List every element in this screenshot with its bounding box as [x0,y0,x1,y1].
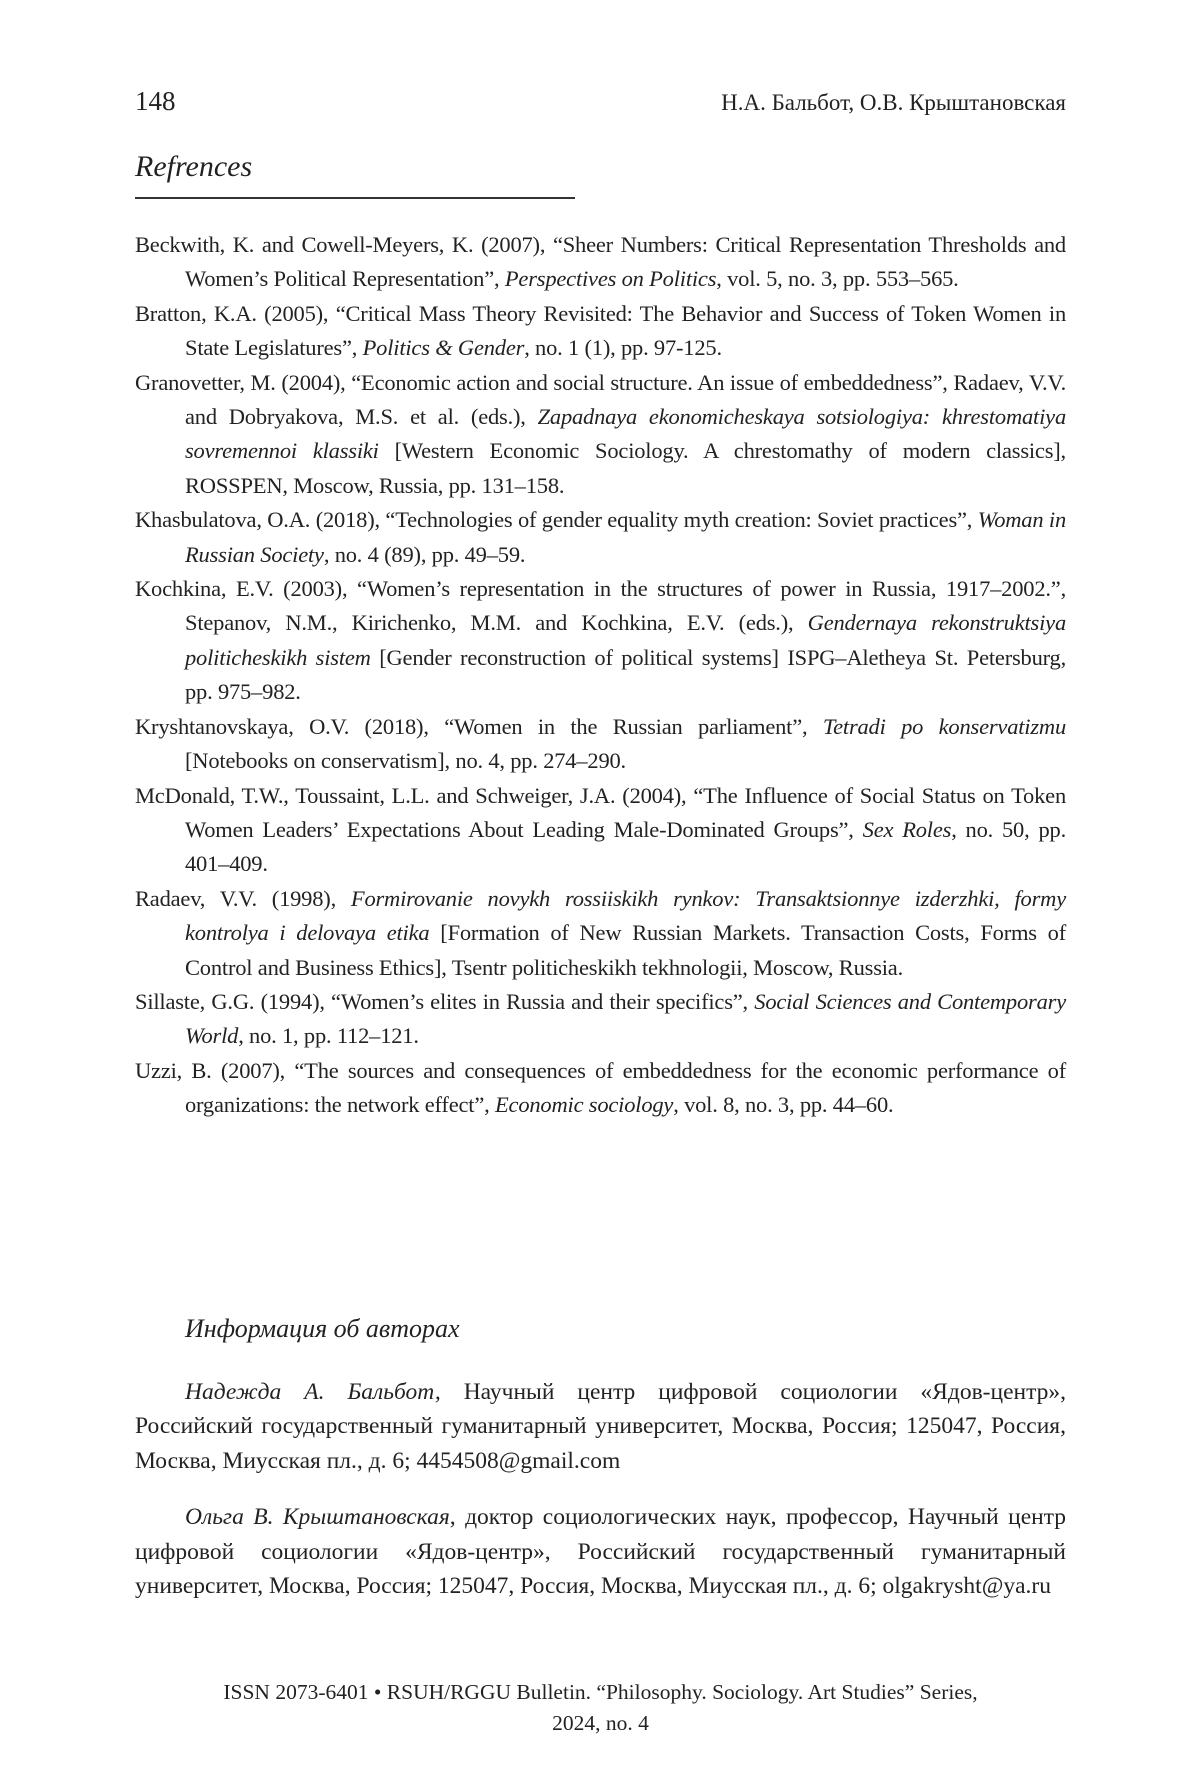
reference-text: [Gender reconstruction of political systems] ISPG–Aletheya St. Petersburg, pp. 975–982. [185,645,1066,704]
reference-text: Khasbulatova, O.A. (2018), “Technologies of gender equality myth creation: Soviet practices”, [135,507,978,532]
reference-title: Zapadnaya ekonomicheskaya sotsiologiya: khrestomatiya sovremennoi klassiki [185,404,1066,463]
reference-title: Formirovanie novykh rossiiskikh rynkov: Transaktsionnye izderzhki, formy kontrolya i delovaya etika [185,886,1066,945]
reference-item [135,366,1066,504]
reference-text: McDonald, T.W., Toussaint, L.L. and Schweiger, J.A. (2004), “The Influence of Social Status on Token Women Leaders’ Expectations About Leading Male-Dominated Groups”, [135,783,1066,842]
reference-text: Sillaste, G.G. (1994), “Women’s elites in Russia and their specifics”, [135,989,754,1014]
author-name: Ольга В. Крыштановская [185,1504,450,1530]
footer-line-1: ISSN 2073-6401 • RSUH/RGGU Bulletin. “Philosophy. Sociology. Art Studies” Series, [135,1677,1066,1708]
reference-text: [Notebooks on conservatism], no. 4, pp. 274–290. [185,748,626,773]
reference-item [135,779,1066,882]
reference-item [135,985,1066,1054]
author-entry [135,1500,1066,1603]
reference-text: Uzzi, B. (2007), “The sources and consequences of embeddedness for the economic performance of organizations: the network effect”, [135,1058,1066,1117]
author-name: Надежда А. Бальбот, [185,1379,441,1405]
reference-text: , no. 4 (89), pp. 49–59. [324,542,525,567]
reference-text: Kryshtanovskaya, O.V. (2018), “Women in the Russian parliament”, [135,714,823,739]
references-list [135,228,1066,1123]
reference-text: [Western Economic Sociology. A chrestomathy of modern classics], ROSSPEN, Moscow, Russia, pp. 131–158. [185,438,1066,497]
reference-item [135,572,1066,710]
reference-item [135,228,1066,297]
reference-title: Gendernaya rekonstruktsiya politicheskikh sistem [185,610,1066,669]
reference-text: , no. 1, pp. 112–121. [238,1023,419,1048]
reference-title: Politics & Gender [363,335,525,360]
author-entry [135,1375,1066,1478]
reference-text: Kochkina, E.V. (2003), “Women’s representation in the structures of power in Russia, 1917–2002.”, Stepanov, N.M., Kirichenko, M.M. and Kochkina, E.V. (eds.), [135,576,1066,635]
reference-item [135,710,1066,779]
reference-text: Beckwith, K. and Cowell-Meyers, K. (2007), “Sheer Numbers: Critical Representation Thresholds and Women’s Political Representation”, [135,232,1066,291]
footer-line-2: 2024, no. 4 [135,1708,1066,1739]
heading-rule [135,197,575,199]
reference-text: Bratton, K.A. (2005), “Critical Mass Theory Revisited: The Behavior and Success of Token Women in State Legislatures”, [135,301,1066,360]
author-info: , доктор социологических наук, профессор, Научный центр цифровой социологии «Ядов-центр», Российский государственный гуманитарный университет, Москва, Россия; 125047, Россия, Москва, Миусская пл., д. 6; olgakrysht@ya.ru [135,1504,1066,1599]
reference-item [135,882,1066,985]
page-number: 148 [135,86,176,117]
reference-title: Perspectives on Politics [505,266,716,291]
reference-text: [Formation of New Russian Markets. Transaction Costs, Forms of Control and Business Ethics], Tsentr politicheskikh tekhnologii, Moscow, Russia. [185,920,1066,979]
reference-item [135,503,1066,572]
authors-info [135,1375,1066,1625]
page-header [135,86,1066,117]
running-title: Н.А. Бальбот, О.В. Крыштановская [721,90,1066,116]
references-heading: Refrences [135,150,1066,184]
reference-title: Sex Roles [863,817,952,842]
reference-text: , vol. 8, no. 3, pp. 44–60. [673,1092,893,1117]
reference-text: , no. 1 (1), pp. 97-125. [524,335,722,360]
reference-item [135,297,1066,366]
author-info: Научный центр цифровой социологии «Ядов-центр», Российский государственный гуманитарный университет, Москва, Россия; 125047, Россия, Москва, Миусская пл., д. 6; 4454508@gmail.com [135,1379,1066,1474]
reference-title: Economic sociology [495,1092,673,1117]
reference-text: , no. 50, pp. 401–409. [185,817,1066,876]
reference-title: Tetradi po konservatizmu [823,714,1066,739]
reference-text: , vol. 5, no. 3, pp. 553–565. [716,266,958,291]
authors-heading: Информация об авторах [185,1314,1116,1344]
page-footer [135,1677,1066,1739]
reference-item [135,1054,1066,1123]
reference-text: Radaev, V.V. (1998), [135,886,351,911]
reference-title: Social Sciences and Contemporary World [185,989,1066,1048]
reference-text: Granovetter, M. (2004), “Economic action and social structure. An issue of embeddedness”, Radaev, V.V. and Dobryakova, M.S. et al. (eds.), [135,370,1066,429]
reference-title: Woman in Russian Society [185,507,1066,566]
